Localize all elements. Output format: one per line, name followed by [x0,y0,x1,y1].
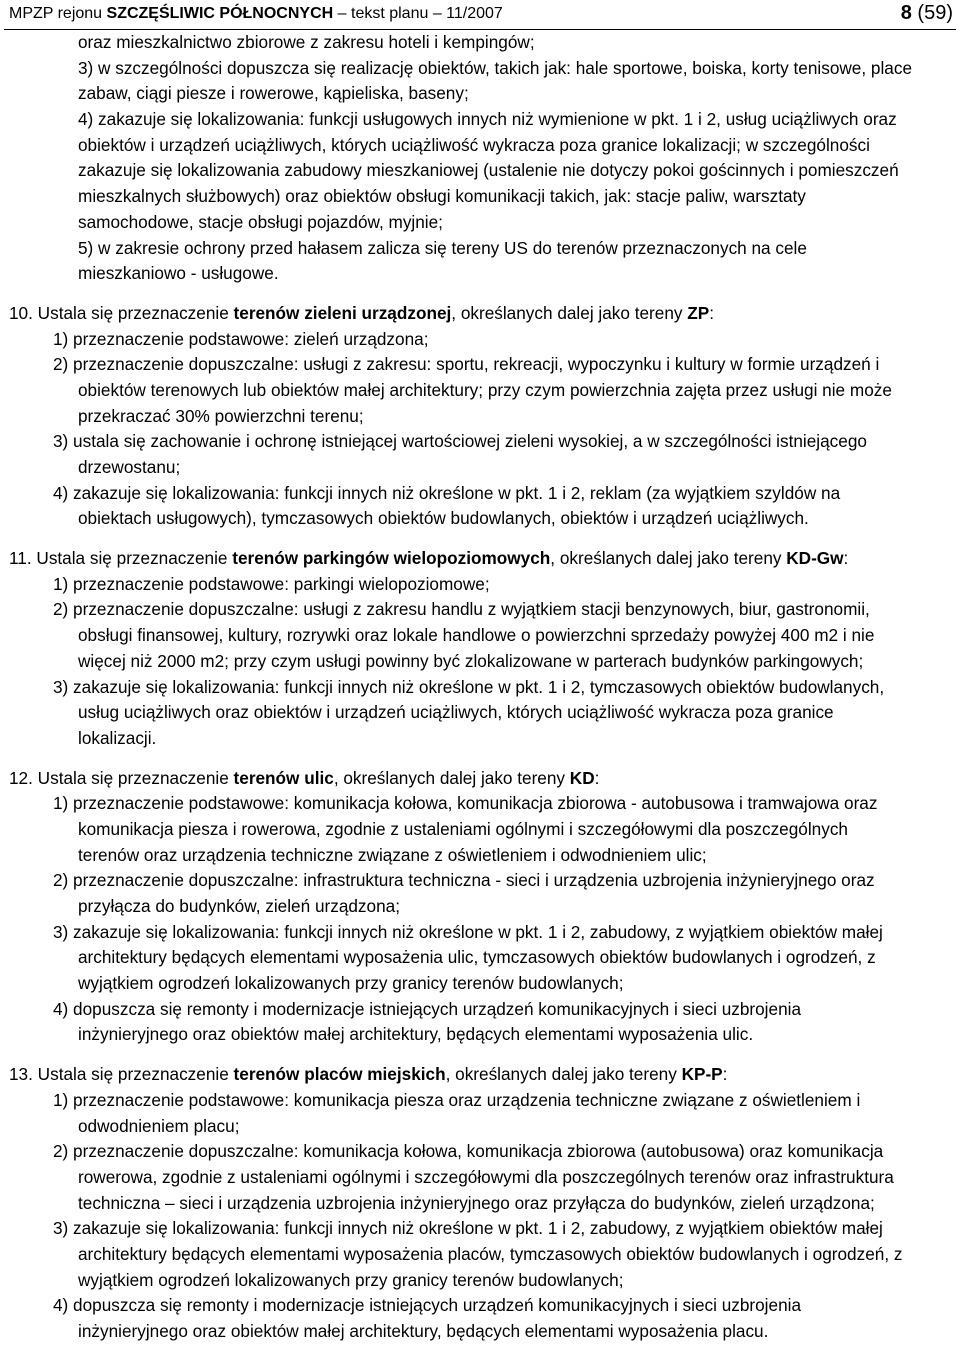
list-item-line: 4) zakazuje się lokalizowania: funkcji usługowych innych niż wymienione w pkt. 1 i 2, usług uciążliwych oraz [78,109,897,130]
list-item-line: lokalizacji. [78,727,157,748]
list-item-line: terenów oraz urządzenia techniczne związane z oświetleniem i odwodnieniem ulic; [78,844,707,865]
list-item-line: inżynieryjnego oraz obiektów małej architektury, będących elementami wyposażenia ulic. [78,1024,754,1045]
section-zone-code: ZP [687,302,710,323]
section-heading [0,301,960,327]
list-item-line: zabaw, ciągi piesze i rowerowe, kąpieliska, baseny; [78,83,469,104]
list-item-line: 5) w zakresie ochrony przed hałasem zalicza się tereny US do terenów przeznaczonych na cele [78,237,807,258]
list-item-line: samochodowe, stacje obsługi pojazdów, myjnie; [78,211,443,232]
section-zone-code: KD-Gw [786,548,844,569]
list-item-line: 3) w szczególności dopuszcza się realizację obiektów, takich jak: hale sportowe, boiska, korty tenisowe, place [78,57,913,78]
section-number: 13. [9,1064,33,1085]
list-item-line: drzewostanu; [78,457,181,477]
list-item-line: więcej niż 2000 m2; przy czym usługi powinny być zlokalizowane w parterach budynków parkingowych; [78,650,864,671]
section-intro-colon: : [594,767,600,788]
section-heading [0,546,960,572]
list-item-line: 1) przeznaczenie podstawowe: komunikacja kołowa, komunikacja zbiorowa - autobusowa i tramwajowa oraz [53,793,878,814]
page-counter [901,1,953,25]
section-intro-colon: : [722,1064,728,1085]
section-spacer [0,287,960,301]
page-header [0,0,960,30]
page-total: (59) [917,2,953,24]
section-intro-colon: : [843,548,849,569]
section-12 [0,766,960,1049]
list-item-line: obiektów terenowych lub obiektów małej architektury; przy czym powierzchnia zajęta przez usługi nie może [78,379,892,400]
section-heading [0,766,960,792]
list-item-line: wyjątkiem ogrodzeń lokalizowanych przy granicy terenów budowlanych; [78,973,624,994]
list-item-line: przekraczać 30% powierzchni terenu; [78,405,364,426]
list-item-line: 1) przeznaczenie podstawowe: parkingi wielopoziomowe; [53,573,490,594]
section-number: 11. [9,548,32,569]
section-intro-text: , określanych dalej jako tereny [451,302,688,323]
list-item-line: 3) zakazuje się lokalizowania: funkcji innych niż określone w pkt. 1 i 2, zabudowy, z wyjątkiem obiektów małej [53,921,883,942]
section-spacer [0,532,960,546]
list-item-line: obiektów i urządzeń uciążliwych, których uciążliwość wykracza poza granice lokalizacji; w szczególności [78,134,870,155]
section-13 [0,1062,960,1345]
section-land-use: terenów ulic [233,767,334,788]
section-10 [0,301,960,532]
continued-list [0,30,960,287]
section-number: 10. [9,302,33,323]
document-title [9,4,503,24]
section-land-use: terenów placów miejskich [233,1064,446,1085]
list-item-line: wyjątkiem ogrodzeń lokalizowanych przy granicy terenów budowlanych; [78,1269,624,1290]
list-item-line: odwodnieniem placu; [78,1115,240,1136]
list-item-line: 1) przeznaczenie podstawowe: zieleń urządzona; [53,328,429,349]
list-item-line: inżynieryjnego oraz obiektów małej architektury, będących elementami wyposażenia placu. [78,1321,769,1341]
list-item-line: 4) dopuszcza się remonty i modernizacje istniejących urządzeń komunikacyjnych i sieci uzbrojenia [53,998,802,1019]
list-item-line: 2) przeznaczenie dopuszczalne: usługi z zakresu: sportu, rekreacji, wypoczynku i kultury w formie urządzeń i [53,354,880,375]
section-spacer [0,752,960,766]
list-item-line: usług uciążliwych oraz obiektów i urządzeń uciążliwych, których uciążliwość wykracza poza granice [78,702,834,723]
section-intro-colon: : [709,302,715,323]
title-suffix: – tekst planu – 11/2007 [333,5,503,22]
list-item-line: rowerowa, zgodnie z ustaleniami ogólnymi i szczegółowymi dla poszczególnych terenów oraz infrastruktura [78,1166,894,1187]
list-item-line: przyłącza do budynków, zieleń urządzona; [78,896,400,916]
list-item-line: techniczna – sieci i urządzenia uzbrojenia inżynieryjnego oraz przyłącza do budynków, zieleń urządzona; [78,1192,875,1213]
list-item-line: komunikacja piesza i rowerowa, zgodnie z ustaleniami ogólnymi i szczegółowymi dla poszczególnych [78,818,848,839]
list-item-line: 1) przeznaczenie podstawowe: komunikacja piesza oraz urządzenia techniczne związane z oświetleniem i [53,1089,861,1110]
list-item-line: 2) przeznaczenie dopuszczalne: komunikacja kołowa, komunikacja zbiorowa (autobusowa) oraz komunikacja [53,1141,884,1162]
list-item-line: 4) zakazuje się lokalizowania: funkcji innych niż określone w pkt. 1 i 2, reklam (za wyjątkiem szyldów na [53,482,841,503]
list-item-line: 3) zakazuje się lokalizowania: funkcji innych niż określone w pkt. 1 i 2, tymczasowych obiektów budowlanych, [53,676,885,697]
section-land-use: terenów zieleni urządzonej [233,302,452,323]
section-11 [0,546,960,752]
section-intro-text: Ustala się przeznaczenie [32,1064,234,1085]
list-item-line: 3) zakazuje się lokalizowania: funkcji innych niż określone w pkt. 1 i 2, zabudowy, z wyjątkiem obiektów małej [53,1218,883,1239]
list-item-line: 2) przeznaczenie dopuszczalne: usługi z zakresu handlu z wyjątkiem stacji benzynowych, biur, gastronomii, [53,599,870,620]
section-land-use: terenów parkingów wielopoziomowych [232,548,551,569]
list-item-line: architektury będących elementami wyposażenia ulic, tymczasowych obiektów budowlanych i ogrodzeń, z [78,947,876,968]
section-zone-code: KD [569,767,595,788]
section-spacer [0,1048,960,1062]
list-item-line: architektury będących elementami wyposażenia placów, tymczasowych obiektów budowlanych i ogrodzeń, z [78,1243,903,1264]
section-intro-text: , określanych dalej jako tereny [550,548,787,569]
section-intro-text: , określanych dalej jako tereny [333,767,570,788]
list-item-line: 4) dopuszcza się remonty i modernizacje istniejących urządzeń komunikacyjnych i sieci uzbrojenia [53,1295,802,1316]
title-area-name: SZCZĘŚLIWIC PÓŁNOCNYCH [106,5,334,22]
list-item-line: zakazuje się lokalizowania zabudowy mieszkaniowej (ustalenie nie dotyczy pokoi gościnnych i pomieszczeń [78,160,899,181]
page-number: 8 [900,2,912,24]
section-intro-text: , określanych dalej jako tereny [445,1064,682,1085]
document-body [0,30,960,1345]
list-item-line: obsługi finansowej, kultury, rozrywki oraz lokale handlowe o powierzchni sprzedaży powyżej 400 m2 i nie [78,625,875,646]
list-item-line: oraz mieszkalnictwo zbiorowe z zakresu hoteli i kempingów; [78,32,535,52]
section-zone-code: KP-P [681,1064,723,1085]
section-intro-text: Ustala się przeznaczenie [32,767,234,788]
section-intro-text: Ustala się przeznaczenie [31,548,233,569]
list-item-line: 2) przeznaczenie dopuszczalne: infrastruktura techniczna - sieci i urządzenia uzbrojenia inżynieryjnego oraz [53,870,875,891]
list-item-line: mieszkalnych służbowych) oraz obiektów obsługi komunikacji takich, jak: stacje paliw, warsztaty [78,186,806,207]
section-number: 12. [9,767,33,788]
list-item-line: 3) ustala się zachowanie i ochronę istniejącej wartościowej zieleni wysokiej, a w szczególności istniejącego [53,431,867,452]
list-item-line: mieszkaniowo - usługowe. [78,263,279,284]
list-item-line: obiektach usługowych), tymczasowych obiektów budowlanych, obiektów i urządzeń uciążliwych. [78,508,809,529]
title-prefix: MPZP rejonu [9,5,107,22]
section-heading [0,1062,960,1088]
section-intro-text: Ustala się przeznaczenie [32,302,234,323]
